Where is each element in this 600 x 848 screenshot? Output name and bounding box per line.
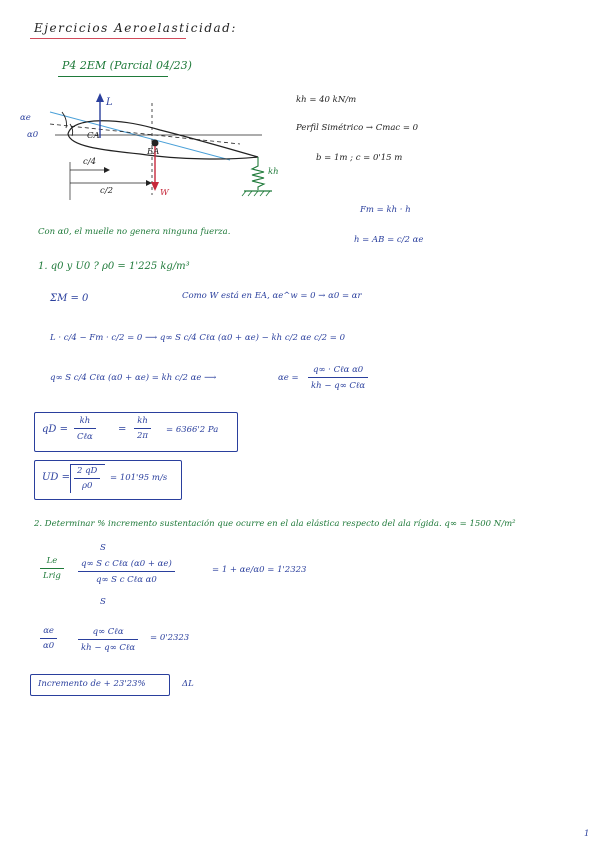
c2-label: c/2 [100, 186, 114, 196]
fraction-bar [74, 428, 96, 429]
q1-equation-1: L · c/4 − Fm · c/2 = 0 ⟶ q∞ S c/4 Cℓα (α0 + αe) − kh c/2 αe c/2 = 0 [50, 333, 345, 343]
given-kh: kh = 40 kN/m [296, 95, 357, 105]
qd-lhs: qD = [42, 424, 68, 435]
fraction-bar [40, 568, 64, 569]
q2-s-bot: S [100, 597, 106, 607]
spring-note: Con α0, el muelle no genera ninguna fuerza. [38, 227, 231, 237]
q1-alpha-e-den: kh − q∞ Cℓα [311, 381, 366, 391]
qd-fraction-2 [134, 416, 151, 441]
q1-heading: 1. q0 y U0 ? ρ0 = 1'225 kg/m³ [38, 261, 190, 272]
q2-ratio-fraction [78, 558, 175, 585]
alpha-0-label: α0 [27, 130, 39, 140]
given-dims: b = 1m ; c = 0'15 m [316, 153, 403, 163]
qd-den-1: Cℓα [77, 432, 93, 442]
alpha-e-label: αe [20, 113, 31, 123]
lift-label: L [106, 97, 113, 108]
q2-ratio-den: q∞ S c Cℓα α0 [95, 575, 157, 585]
qd-den-2: 2π [137, 431, 148, 441]
increment-result: Incremento de + 23'23% [38, 679, 146, 689]
fraction-bar [78, 639, 138, 640]
q1-equation-2: q∞ S c/4 Cℓα (α0 + αe) = kh c/2 αe ⟶ [50, 373, 217, 383]
q1-alpha-e-fraction [308, 364, 368, 391]
ud-lhs: UD = [42, 472, 71, 483]
q2-ratio-lhs-den: Lrig [43, 571, 61, 581]
q2-ae-den: kh − q∞ Cℓα [81, 643, 136, 653]
q2-ae-lhs-den: α0 [43, 641, 55, 651]
increment-tail: ΔL [182, 679, 194, 689]
q2-ratio-tail: = 1 + αe/α0 = 1'2323 [212, 565, 307, 575]
footer-mark: 1 [584, 829, 590, 839]
qd-num-1: kh [79, 416, 91, 426]
qd-fraction-1 [74, 416, 96, 442]
problem-subtitle: P4 2EM (Parcial 04/23) [62, 59, 192, 72]
given-fm: Fm = kh · h [360, 205, 411, 215]
q2-s-top: S [100, 543, 106, 553]
qd-equals: = [118, 424, 127, 435]
fraction-bar [74, 478, 100, 479]
q1-alpha-e-lhs: αe = [278, 373, 299, 383]
fraction-bar [308, 377, 368, 378]
ca-label: CA [87, 131, 100, 141]
q2-ratio-lhs-num: Le [46, 556, 58, 566]
q2-ae-fraction [78, 626, 138, 653]
ud-result: = 101'95 m/s [110, 473, 168, 483]
q1-alpha-e-num: q∞ · Cℓα α0 [312, 365, 364, 375]
weight-label: W [160, 188, 169, 198]
fraction-bar [40, 638, 57, 639]
q2-ae-lhs-num: αe [43, 626, 54, 636]
c4-label: c/4 [83, 157, 97, 167]
ud-fraction [74, 466, 100, 491]
q2-ae-num: q∞ Cℓα [92, 627, 124, 637]
q1-como-note: Como W está en EA, αe^w = 0 → α0 = αr [182, 291, 362, 301]
given-profile: Perfil Simétrico → Cmac = 0 [296, 123, 419, 133]
fraction-bar [78, 571, 175, 572]
ea-label: EA [147, 147, 160, 157]
ud-num: 2 qD [77, 466, 98, 476]
q2-heading: 2. Determinar % incremento sustentación que ocurre en el ala elástica respecto del ala rígida. q∞ = 1500 N/m² [34, 519, 516, 529]
given-h: h = AB = c/2 αe [354, 235, 424, 245]
q2-ratio-lhs [40, 556, 64, 581]
q2-ae-result: = 0'2323 [150, 633, 190, 643]
q2-ratio-num: q∞ S c Cℓα (α0 + αe) [81, 559, 172, 569]
ud-den: ρ0 [81, 481, 93, 491]
qd-num-2: kh [137, 416, 148, 426]
qd-result: = 6366'2 Pa [166, 425, 219, 435]
q2-ae-lhs [40, 626, 57, 651]
kh-label: kh [268, 167, 279, 177]
page-title: Ejercicios Aeroelasticidad: [34, 21, 237, 35]
fraction-bar [134, 428, 151, 429]
q1-sum-moments: ΣM = 0 [50, 293, 89, 304]
